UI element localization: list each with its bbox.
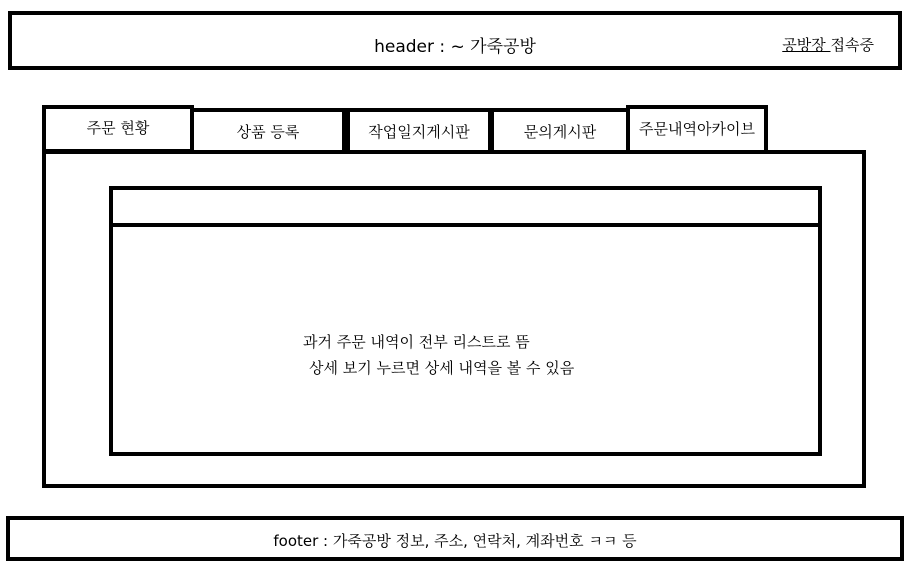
tab-order-status[interactable]: 주문 현황 — [42, 105, 194, 153]
list-header-row — [113, 190, 818, 227]
description-line-2: 상세 보기 누르면 상세 내역을 볼 수 있음 — [309, 359, 575, 377]
header-status — [782, 34, 874, 55]
tab-order-archive[interactable]: 주문내역아카이브 — [626, 105, 768, 151]
header-title: header : ~ 가죽공방 — [374, 37, 536, 57]
connection-status-text: 접속중 — [830, 36, 874, 54]
footer-text: footer : 가죽공방 정보, 주소, 연락처, 계좌번호 ㅋㅋ 등 — [273, 532, 637, 550]
footer-bar — [6, 516, 904, 561]
order-archive-list-panel — [109, 186, 822, 456]
description-line-1: 과거 주문 내역이 전부 리스트로 뜸 — [303, 333, 530, 351]
workshop-owner-link[interactable]: 공방장 — [782, 36, 831, 54]
tab-work-log-board[interactable]: 작업일지게시판 — [346, 108, 492, 154]
list-description — [303, 329, 574, 381]
header-bar — [8, 11, 902, 70]
tab-product-registration[interactable]: 상품 등록 — [190, 108, 346, 154]
tab-inquiry-board[interactable]: 문의게시판 — [490, 108, 630, 154]
